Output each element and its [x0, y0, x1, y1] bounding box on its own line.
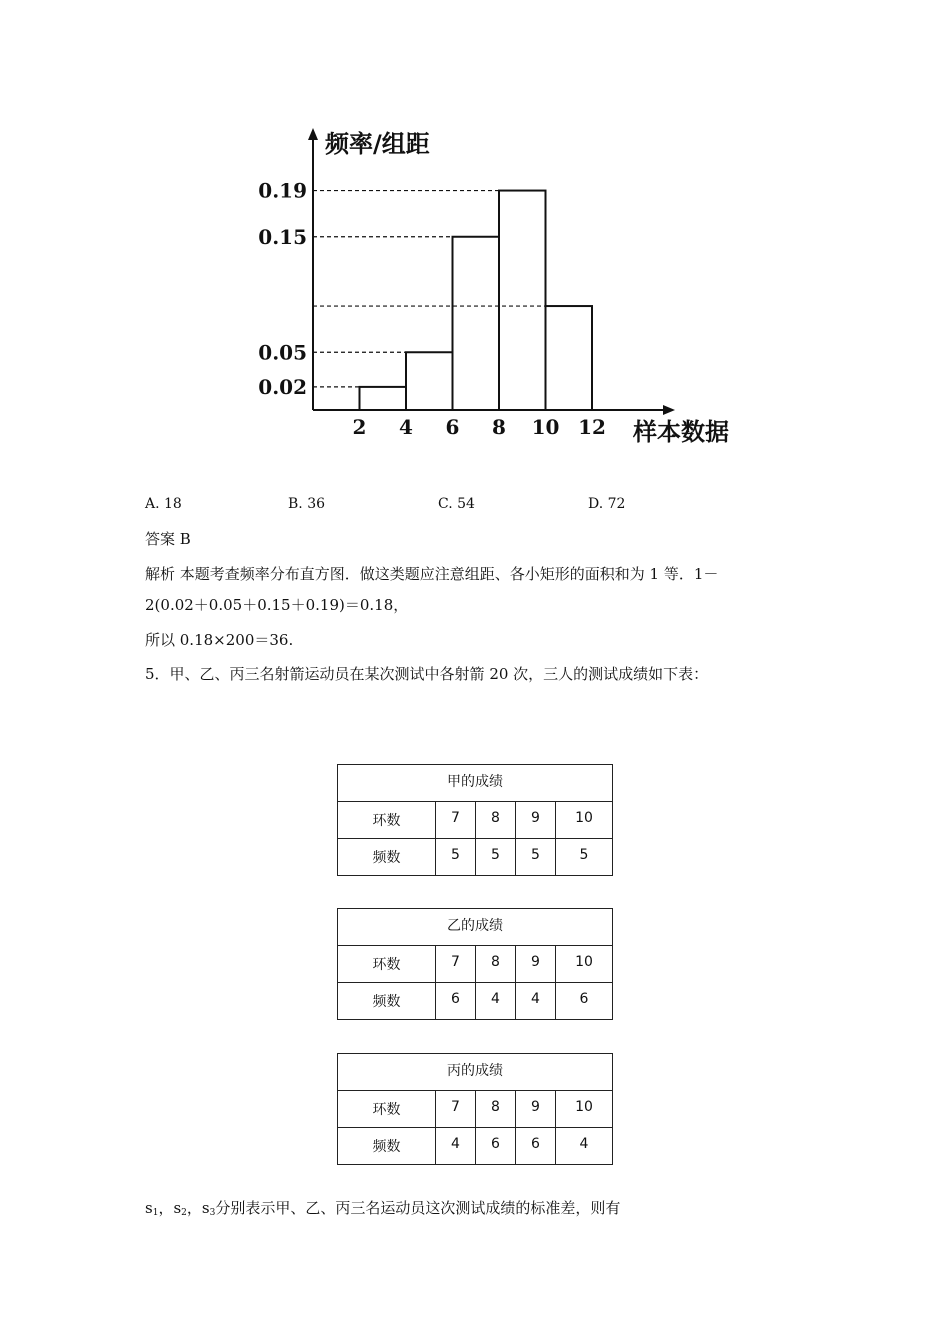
freq-cell: 5	[516, 839, 556, 876]
row-label-rings: 环数	[338, 1091, 436, 1128]
score-table-jia	[337, 764, 613, 876]
freq-cell: 6	[476, 1128, 516, 1165]
subscript-3: 3	[209, 1208, 216, 1218]
score-table-bing	[337, 1053, 613, 1165]
x-tick-label: 8	[492, 415, 506, 439]
ring-cell: 7	[436, 946, 476, 983]
analysis-line-3: 所以 0.18×200＝36.	[145, 631, 294, 649]
ring-cell: 8	[476, 802, 516, 839]
y-axis-arrow	[308, 128, 318, 140]
row-label-freq: 频数	[338, 1128, 436, 1165]
option-c: C. 54	[438, 496, 475, 512]
freq-cell: 4	[556, 1128, 613, 1165]
ring-cell: 8	[476, 946, 516, 983]
histogram-bar	[499, 191, 546, 410]
x-tick-label: 4	[399, 415, 413, 439]
option-a: A. 18	[145, 496, 182, 512]
histogram-svg	[250, 118, 750, 458]
footer-text: 分别表示甲、乙、丙三名运动员这次测试成绩的标准差，则有	[215, 1199, 621, 1217]
answer-options	[145, 496, 845, 516]
ring-cell: 7	[436, 802, 476, 839]
row-label-rings: 环数	[338, 946, 436, 983]
y-tick-label: 0.02	[258, 374, 307, 399]
footer-line	[145, 1198, 620, 1223]
separator: ，	[158, 1199, 174, 1217]
table-caption: 丙的成绩	[338, 1054, 613, 1091]
histogram-bar	[406, 352, 453, 410]
y-tick-label: 0.19	[258, 178, 307, 203]
ring-cell: 9	[516, 802, 556, 839]
freq-cell: 4	[476, 983, 516, 1020]
table-caption: 甲的成绩	[338, 765, 613, 802]
freq-cell: 6	[436, 983, 476, 1020]
ring-cell: 8	[476, 1091, 516, 1128]
ring-cell: 9	[516, 1091, 556, 1128]
histogram-bar	[546, 306, 593, 410]
row-label-freq: 频数	[338, 839, 436, 876]
histogram-bar	[453, 237, 500, 410]
x-tick-label: 6	[445, 415, 460, 439]
ring-cell: 7	[436, 1091, 476, 1128]
histogram-bar	[360, 387, 407, 410]
s-symbol: s	[201, 1199, 210, 1217]
y-tick-label: 0.15	[258, 224, 307, 249]
s-symbol: s	[173, 1199, 182, 1217]
x-axis-title: 样本数据	[633, 418, 729, 446]
freq-cell: 5	[436, 839, 476, 876]
option-d: D. 72	[588, 496, 626, 512]
ring-cell: 10	[556, 946, 613, 983]
row-label-rings: 环数	[338, 802, 436, 839]
x-tick-label: 10	[531, 415, 560, 439]
answer-line: 答案 B	[145, 530, 191, 548]
score-table-yi	[337, 908, 613, 1020]
option-b: B. 36	[288, 496, 326, 512]
analysis-line-2: 2(0.02＋0.05＋0.15＋0.19)＝0.18，	[145, 596, 409, 614]
y-tick-label: 0.05	[258, 340, 307, 365]
freq-cell: 5	[556, 839, 613, 876]
x-tick-label: 12	[578, 415, 606, 439]
freq-cell: 4	[516, 983, 556, 1020]
subscript-1: 1	[152, 1208, 159, 1218]
question-5: 5．甲、乙、丙三名射箭运动员在某次测试中各射箭 20 次，三人的测试成绩如下表：	[145, 665, 709, 683]
ring-cell: 10	[556, 1091, 613, 1128]
freq-cell: 4	[436, 1128, 476, 1165]
row-label-freq: 频数	[338, 983, 436, 1020]
table-caption: 乙的成绩	[338, 909, 613, 946]
freq-cell: 5	[476, 839, 516, 876]
frequency-histogram	[250, 118, 750, 458]
x-tick-label: 2	[352, 415, 367, 439]
freq-cell: 6	[516, 1128, 556, 1165]
analysis-line-1: 解析 本题考查频率分布直方图．做这类题应注意组距、各小矩形的面积和为 1 等．1－	[145, 565, 719, 583]
ring-cell: 10	[556, 802, 613, 839]
ring-cell: 9	[516, 946, 556, 983]
freq-cell: 6	[556, 983, 613, 1020]
y-axis-title: 频率/组距	[325, 130, 430, 158]
separator: ，	[186, 1199, 202, 1217]
x-axis-arrow	[663, 405, 675, 415]
s-symbol: s	[145, 1199, 153, 1217]
subscript-2: 2	[181, 1208, 187, 1218]
